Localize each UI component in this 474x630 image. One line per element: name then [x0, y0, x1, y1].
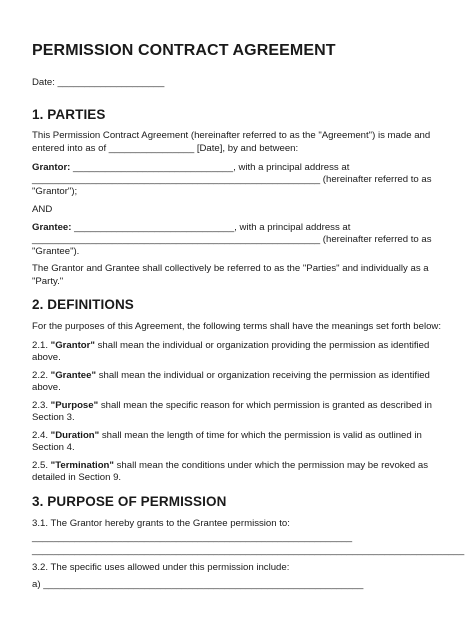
purpose-3-2: 3.2. The specific uses allowed under this permission include:: [32, 562, 290, 573]
definitions-intro: For the purposes of this Agreement, the following terms shall have the meanings set forth below:: [32, 321, 442, 332]
grantee-address-line: ______________________________________________________ (hereinafter referred to as: [32, 234, 432, 245]
definition-2-1-line-2: above.: [32, 352, 61, 363]
definition-2-4-line-1: [32, 429, 422, 442]
section-heading-purpose: 3. PURPOSE OF PERMISSION: [32, 494, 227, 509]
collective-line-1: The Grantor and Grantee shall collectively be referred to as the "Parties" and individually as a: [32, 263, 429, 274]
grantor-end-line: "Grantor");: [32, 186, 78, 197]
section-heading-parties: 1. PARTIES: [32, 107, 106, 122]
purpose-blank-line-1: ____________________________________________________________: [32, 532, 353, 543]
definition-2-5-line-2: detailed in Section 9.: [32, 472, 122, 483]
definition-number: 2.4.: [32, 430, 51, 441]
definition-term: "Termination": [50, 460, 114, 471]
collective-line-2: "Party.": [32, 276, 64, 287]
grantee-end-line: "Grantee").: [32, 246, 80, 257]
definition-number: 2.3.: [32, 400, 51, 411]
definition-2-3-line-1: [32, 399, 432, 412]
definition-number: 2.2.: [32, 370, 51, 381]
grantor-label: Grantor:: [32, 162, 71, 173]
definition-text: shall mean the length of time for which the permission is valid as outlined in: [99, 430, 422, 441]
definition-text: shall mean the conditions under which the permission may be revoked as: [113, 460, 429, 471]
grantee-label: Grantee:: [32, 222, 72, 233]
definition-2-2-line-1: [32, 369, 430, 382]
definition-text: shall mean the individual or organization receiving the permission as identified: [96, 370, 430, 381]
definition-2-4-line-2: Section 4.: [32, 442, 75, 453]
definition-2-3-line-2: Section 3.: [32, 412, 75, 423]
definition-term: "Duration": [50, 430, 100, 441]
definition-number: 2.5.: [32, 460, 51, 471]
document-title: PERMISSION CONTRACT AGREEMENT: [32, 42, 336, 59]
purpose-blank-line-2: _________________________________________________________________________________: [32, 545, 465, 556]
definition-text: shall mean the specific reason for which permission is granted as described in: [98, 400, 432, 411]
definition-2-2-line-2: above.: [32, 382, 61, 393]
definition-text: shall mean the individual or organization providing the permission as identified: [94, 340, 430, 351]
grantor-address-line: ______________________________________________________ (hereinafter referred to as: [32, 174, 432, 185]
definition-number: 2.1.: [32, 340, 51, 351]
definition-term: "Grantor": [50, 340, 95, 351]
and-separator: AND: [32, 204, 53, 215]
definition-2-1-line-1: [32, 339, 429, 352]
parties-intro-line-1: This Permission Contract Agreement (hereinafter referred to as the "Agreement") is made and: [32, 130, 431, 141]
purpose-3-1: 3.1. The Grantor hereby grants to the Grantee permission to:: [32, 518, 290, 529]
purpose-item-a: a) ____________________________________________________________: [32, 579, 364, 590]
section-heading-definitions: 2. DEFINITIONS: [32, 297, 134, 312]
definition-term: "Grantee": [50, 370, 97, 381]
grantor-name-blank: ______________________________, with a principal address at: [70, 162, 350, 173]
definition-term: "Purpose": [50, 400, 99, 411]
date-line: Date: ____________________: [32, 77, 165, 88]
grantee-name-blank: ______________________________, with a principal address at: [71, 222, 351, 233]
parties-intro-line-2: entered into as of ________________ [Date], by and between:: [32, 143, 299, 154]
